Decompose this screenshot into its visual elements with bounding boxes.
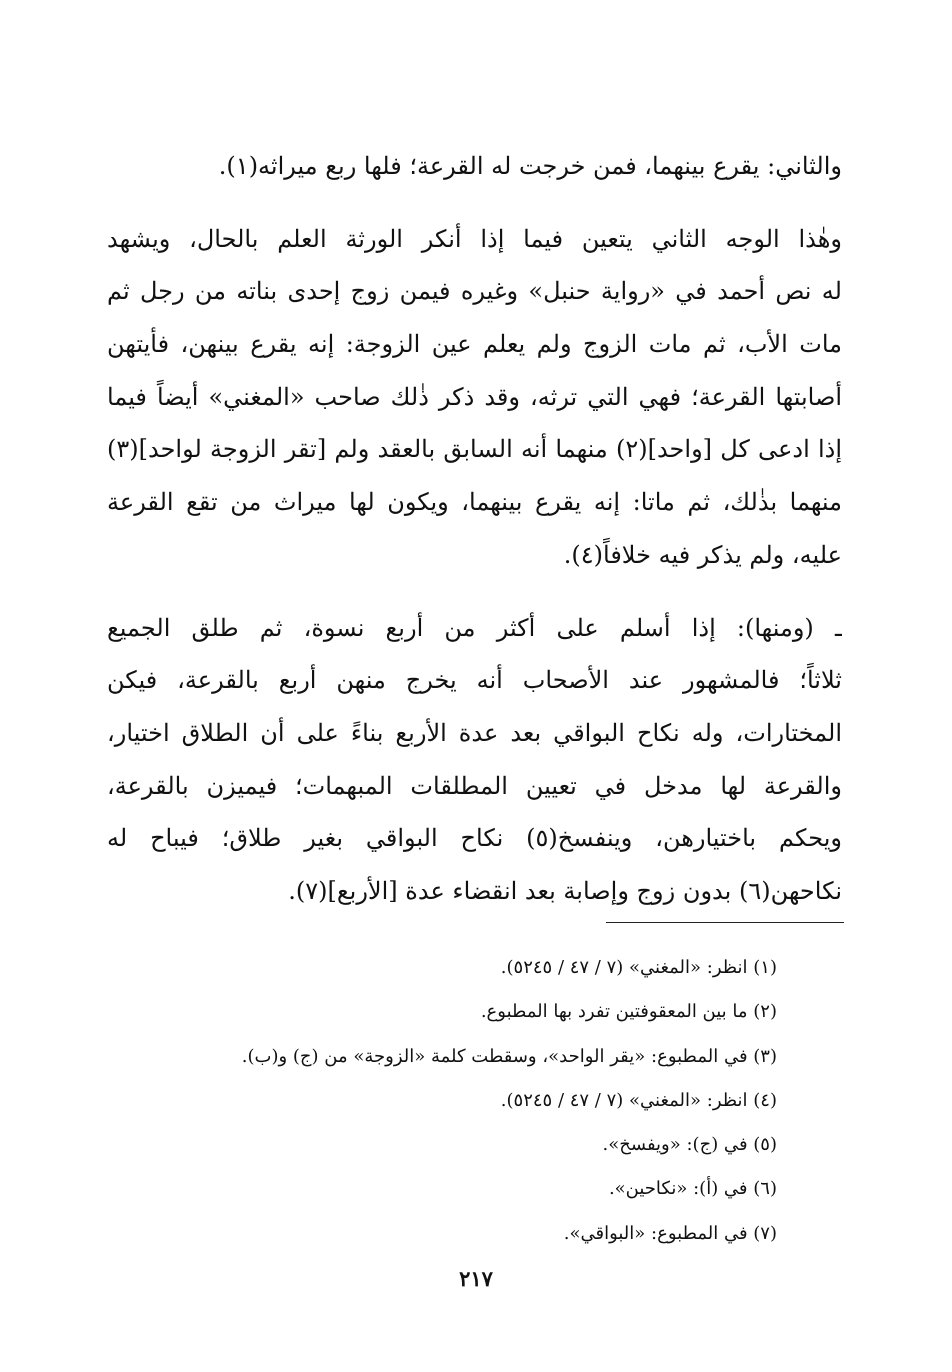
text-line: والقرعة لها مدخل في تعيين المطلقات المبهمات؛ فيميزن بالقرعة،: [107, 771, 842, 800]
footnote: (٢) ما بين المعقوفتين تفرد بها المطبوع.: [480, 1001, 777, 1023]
text-line: ثلاثاً؛ فالمشهور عند الأصحاب أنه يخرج منهن أربع بالقرعة، فيكن: [107, 666, 842, 695]
footnote: (٣) في المطبوع: «يقر الواحد»، وسقطت كلمة «الزوجة» من (ج) و(ب).: [241, 1045, 777, 1067]
text-line: ـ (ومنها): إذا أسلم على أكثر من أربع نسوة، ثم طلق الجميع: [107, 613, 842, 642]
text-line: ويحكم باختيارهن، وينفسخ(٥) نكاح البواقي بغير طلاق؛ فيباح له: [107, 824, 842, 853]
footnote: (٥) في (ج): «ويفسخ».: [602, 1134, 777, 1156]
footnote: (٧) في المطبوع: «البواقي».: [563, 1222, 777, 1244]
footnote-divider: [606, 922, 844, 923]
text-line: وهٰذا الوجه الثاني يتعين فيما إذا أنكر الورثة العلم بالحال، ويشهد: [107, 224, 842, 253]
text-line: له نص أحمد في «رواية حنبل» وغيره فيمن زوج إحدى بناته من رجل ثم: [107, 277, 842, 306]
text-line: أصابتها القرعة؛ فهي التي ترثه، وقد ذكر ذٰلك صاحب «المغني» أيضاً فيما: [107, 382, 842, 411]
footnote: (٤) انظر: «المغني» (٧ / ٤٧ / ٥٢٤٥).: [500, 1089, 777, 1111]
text-line: والثاني: يقرع بينهما، فمن خرجت له القرعة؛ فلها ربع ميراثه(١).: [218, 152, 842, 180]
main-text: [107, 140, 842, 918]
footnote: (١) انظر: «المغني» (٧ / ٤٧ / ٥٢٤٥).: [500, 957, 777, 978]
page-number: ٢١٧: [459, 1266, 493, 1291]
text-line: منهما بذٰلك، ثم ماتا: إنه يقرع بينهما، ويكون لها ميراث من تقع القرعة: [107, 488, 842, 517]
footnote: (٦) في (أ): «نكاحين».: [608, 1178, 777, 1200]
text-line: نكاحهن(٦) بدون زوج وإصابة بعد انقضاء عدة [الأربع](٧).: [288, 876, 842, 905]
text-line: المختارات، وله نكاح البواقي بعد عدة الأربع بناءً على أن الطلاق اختيار،: [107, 718, 842, 747]
footnotes: [137, 946, 777, 1256]
text-line: إذا ادعى كل [واحد](٢) منهما أنه السابق بالعقد ولم [تقر الزوجة لواحد](٣): [107, 435, 842, 464]
text-line: عليه، ولم يذكر فيه خلافاً(٤).: [563, 540, 842, 569]
text-line: مات الأب، ثم مات الزوج ولم يعلم عين الزوجة: إنه يقرع بينهن، فأيتهن: [107, 330, 842, 359]
